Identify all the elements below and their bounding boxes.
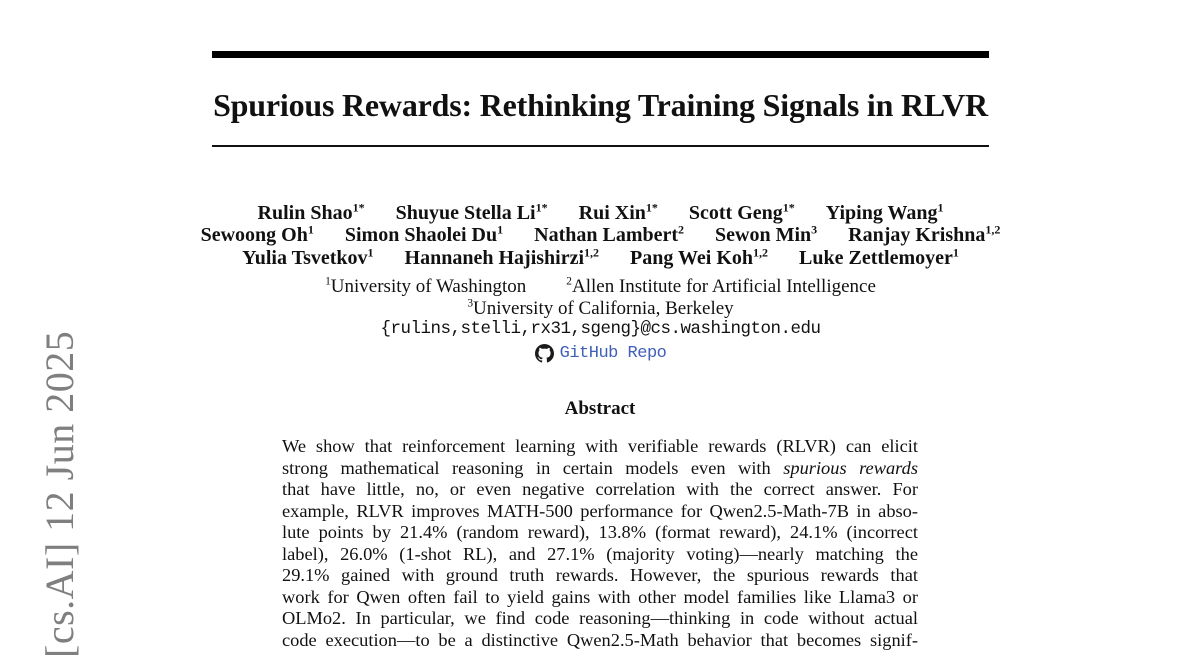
author-row-1 — [112, 202, 1089, 224]
author: Simon Shaolei Du$^1$ — [344, 222, 504, 247]
author-row-3 — [112, 247, 1089, 269]
abstract-line: code execution—to be a distinctive Qwen2.5-Math behavior that becomes signif- — [282, 629, 918, 650]
author-superscript: 1* — [782, 200, 795, 215]
title-rule-bottom — [212, 145, 989, 147]
abstract-line: example, RLVR improves MATH-500 performance for Qwen2.5-Math-7B in abso- — [282, 500, 918, 521]
author: Ranjay Krishna$^{1,2}$ — [848, 222, 1001, 247]
affiliation: $^3$University of California, Berkeley — [467, 297, 734, 319]
abstract-line: 29.1% gained with ground truth rewards. However, the spurious rewards that — [282, 565, 918, 586]
abstract-line: work for Qwen often fail to yield gains with other model families like Llama3 or — [282, 586, 918, 607]
author: Luke Zettlemoyer$^1$ — [799, 245, 959, 269]
abstract-line: We show that reinforcement learning with verifiable rewards (RLVR) can elicit — [282, 436, 918, 456]
affiliation-superscript: 3 — [467, 297, 474, 310]
author-superscript: 1 — [307, 222, 314, 237]
author: Pang Wei Koh$^{1,2}$ — [630, 245, 769, 269]
github-repo-link[interactable]: GitHub Repo — [559, 343, 667, 363]
author: Sewoong Oh$^1$ — [200, 222, 314, 247]
affiliation-row-2 — [112, 298, 1089, 320]
arxiv-stamp: [cs.AI] 12 Jun 2025 — [37, 330, 82, 658]
author-superscript: 1,2 — [584, 245, 600, 260]
github-octocat-icon — [535, 344, 554, 363]
author: Rulin Shao$^{1*}$ — [257, 200, 365, 224]
author: Scott Geng$^{1*}$ — [688, 200, 795, 224]
affiliation-row-1 — [112, 276, 1089, 298]
affiliation-block — [112, 276, 1089, 320]
paper-title: Spurious Rewards: Rethinking Training Signals in RLVR — [213, 87, 988, 123]
title-rule-top — [212, 51, 989, 58]
author-superscript: 1* — [535, 200, 548, 215]
abstract-line: strong mathematical reasoning in certain models even with spurious rewards — [282, 457, 918, 478]
author-superscript: 1,2 — [753, 245, 769, 260]
author: Yulia Tsvetkov$^1$ — [242, 245, 374, 269]
abstract-line: label), 26.0% (1-shot RL), and 27.1% (majority voting)—nearly matching the — [282, 543, 918, 564]
author-superscript: 1,2 — [985, 222, 1001, 237]
italic-phrase: spurious rewards — [783, 457, 918, 478]
abstract-heading: Abstract — [564, 398, 636, 419]
author-superscript: 1 — [952, 245, 959, 260]
github-link-row — [112, 342, 1089, 364]
affiliation-superscript: 2 — [566, 275, 572, 288]
abstract-line: lute points by 21.4% (random reward), 13.8% (format reward), 24.1% (incorrect — [282, 522, 918, 543]
author-superscript: 1 — [937, 200, 944, 215]
author: Rui Xin$^{1*}$ — [578, 200, 658, 224]
contact-email: {rulins,stelli,rx31,sgeng}@cs.washington.edu — [380, 319, 821, 339]
author: Sewon Min$^3$ — [715, 222, 818, 247]
author-superscript: 1 — [367, 245, 374, 260]
affiliation-superscript: 1 — [325, 275, 331, 288]
author-superscript: 1* — [352, 200, 365, 215]
author-superscript: 2 — [678, 222, 685, 237]
author: Yiping Wang$^1$ — [825, 200, 944, 224]
author-superscript: 3 — [811, 222, 818, 237]
abstract-line: that have little, no, or even negative correlation with the correct answer. For — [282, 479, 918, 500]
author: Nathan Lambert$^2$ — [534, 222, 685, 247]
author-superscript: 1 — [497, 222, 504, 237]
affiliation: $^1$University of Washington — [325, 275, 527, 297]
author-superscript: 1* — [645, 200, 658, 215]
author-row-2 — [112, 224, 1089, 246]
affiliation: $^2$Allen Institute for Artificial Intelligence — [566, 275, 876, 297]
abstract-line: OLMo2. In particular, we find code reasoning—thinking in code without actual — [282, 608, 918, 629]
abstract-body — [282, 436, 918, 651]
author-block — [112, 202, 1089, 269]
author: Hannaneh Hajishirzi$^{1,2}$ — [404, 245, 600, 269]
author: Shuyue Stella $Li^{1*}$ — [395, 200, 548, 224]
